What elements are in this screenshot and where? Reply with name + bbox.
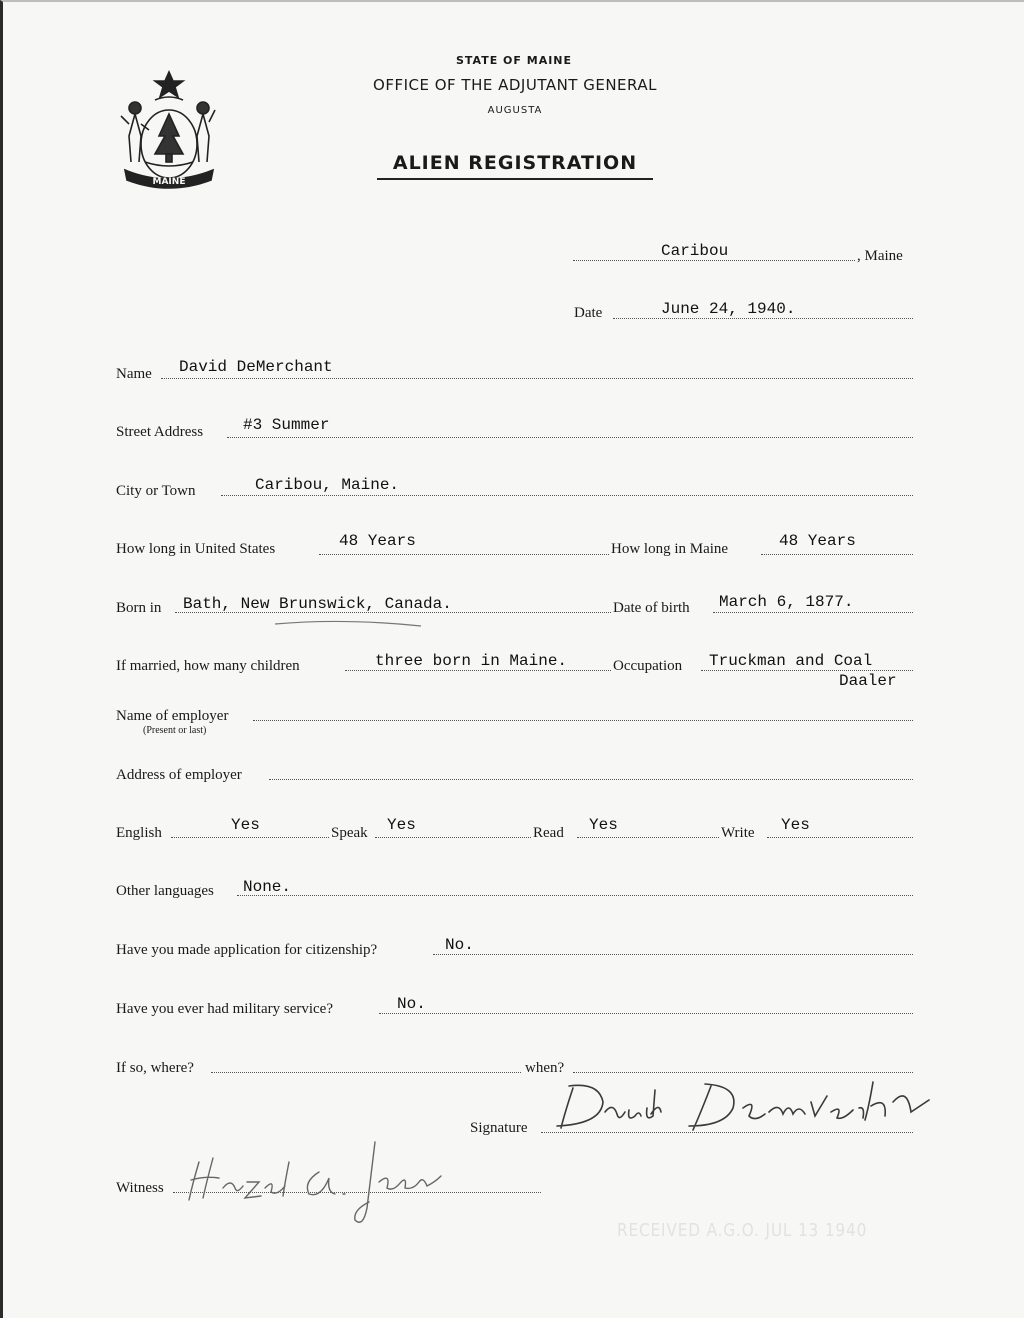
children-line: [345, 670, 611, 671]
city-value: Caribou, Maine.: [255, 476, 400, 494]
citizenship-line: [433, 954, 913, 955]
children-value: three born in Maine.: [375, 652, 568, 670]
other-languages-line: [237, 895, 913, 896]
employer-label: Name of employer: [116, 708, 229, 724]
applicant-signature-image: [543, 1072, 943, 1142]
when-label: when?: [525, 1060, 565, 1076]
read-value: Yes: [589, 816, 618, 834]
occupation-line: [701, 670, 913, 671]
underline-mark: [273, 616, 423, 630]
date-label: Date: [574, 305, 603, 321]
how-long-maine-line: [761, 554, 913, 555]
read-label: Read: [533, 825, 564, 841]
english-value: Yes: [231, 816, 260, 834]
other-languages-value: None.: [243, 878, 292, 896]
children-label: If married, how many children: [116, 658, 300, 674]
born-in-value: Bath, New Brunswick, Canada.: [183, 595, 452, 613]
employer-sublabel: (Present or last): [143, 725, 207, 736]
date-value: June 24, 1940.: [661, 300, 796, 318]
occupation-value-line2: Daaler: [839, 672, 897, 690]
read-line: [577, 837, 719, 838]
dob-line: [713, 612, 913, 613]
street-value: #3 Summer: [243, 416, 330, 434]
witness-label: Witness: [116, 1180, 164, 1196]
street-line: [227, 437, 913, 438]
where-line: [211, 1072, 521, 1073]
employer-line: [253, 720, 913, 721]
dob-label: Date of birth: [613, 600, 690, 616]
write-label: Write: [721, 825, 755, 841]
town-suffix: , Maine: [857, 248, 903, 264]
how-long-maine-value: 48 Years: [779, 532, 856, 550]
english-label: English: [116, 825, 162, 841]
write-line: [767, 837, 913, 838]
signature-label: Signature: [470, 1120, 528, 1136]
military-value: No.: [397, 995, 426, 1013]
write-value: Yes: [781, 816, 810, 834]
military-line: [379, 1013, 913, 1014]
office-heading: OFFICE OF THE ADJUTANT GENERAL: [373, 76, 657, 94]
occupation-label: Occupation: [613, 658, 683, 674]
occupation-value-line1: Truckman and Coal: [709, 652, 873, 670]
citizenship-value: No.: [445, 936, 474, 954]
english-line: [171, 837, 329, 838]
seal-motto-text: MAINE: [152, 177, 186, 187]
speak-value: Yes: [387, 816, 416, 834]
employer-address-line: [269, 779, 913, 780]
town-line: [573, 260, 855, 261]
city-heading: AUGUSTA: [487, 105, 543, 116]
town-value: Caribou: [661, 242, 729, 260]
street-label: Street Address: [116, 424, 204, 440]
title-underline: [377, 178, 653, 180]
state-heading: STATE OF MAINE: [455, 54, 573, 67]
speak-label: Speak: [331, 825, 368, 841]
date-line: [613, 318, 913, 319]
form-title: ALIEN REGISTRATION: [392, 152, 638, 174]
name-line: [161, 378, 913, 379]
born-in-label: Born in: [116, 600, 162, 616]
employer-address-label: Address of employer: [116, 767, 242, 783]
how-long-us-line: [319, 554, 609, 555]
other-languages-label: Other languages: [116, 883, 214, 899]
received-stamp: RECEIVED A.G.O. JUL 13 1940: [617, 1220, 868, 1241]
witness-signature-image: [179, 1132, 479, 1232]
how-long-us-value: 48 Years: [339, 532, 416, 550]
where-label: If so, where?: [116, 1060, 194, 1076]
military-label: Have you ever had military service?: [116, 1001, 333, 1017]
how-long-maine-label: How long in Maine: [611, 541, 729, 557]
dob-value: March 6, 1877.: [719, 593, 854, 611]
name-label: Name: [116, 366, 152, 382]
speak-line: [375, 837, 531, 838]
name-value: David DeMerchant: [179, 358, 333, 376]
city-label: City or Town: [116, 483, 196, 499]
how-long-us-label: How long in United States: [116, 541, 276, 557]
citizenship-label: Have you made application for citizenship?: [116, 942, 378, 958]
city-line: [221, 495, 913, 496]
